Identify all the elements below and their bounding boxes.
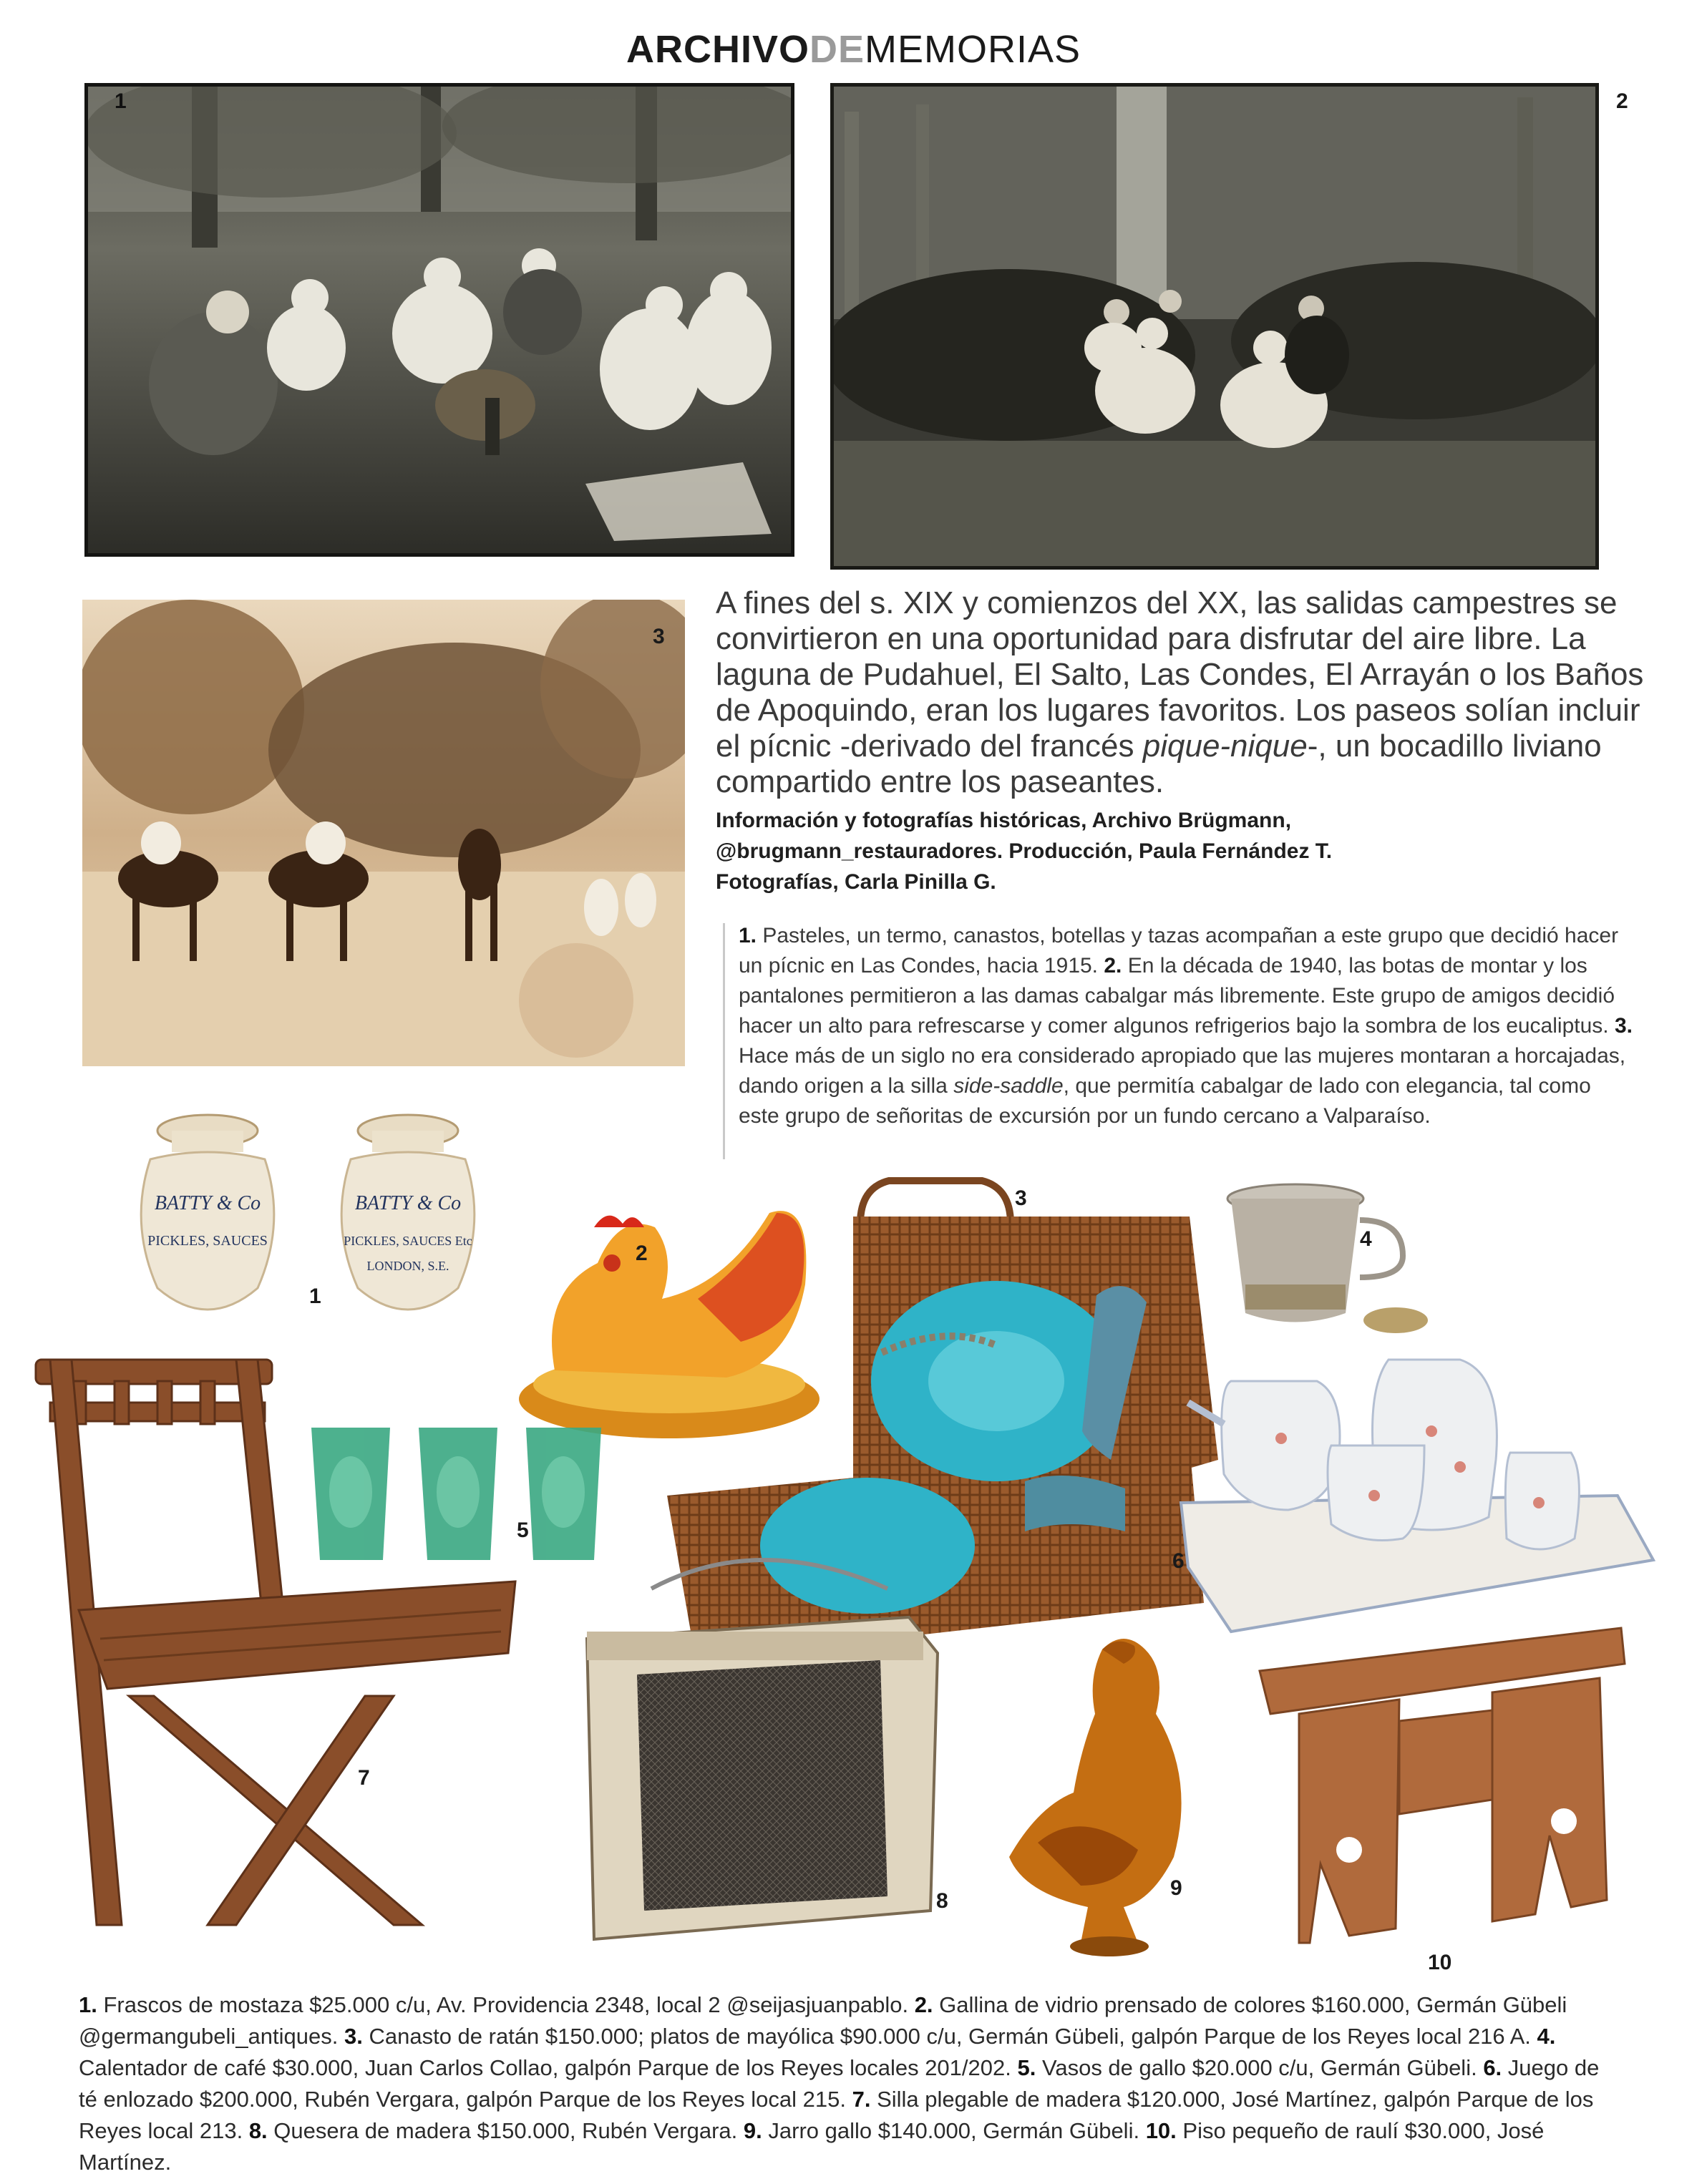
jar-label-left: BATTY & Co — [154, 1192, 261, 1214]
enamel-tea-set — [1174, 1317, 1660, 1632]
object-number-4: 4 — [1360, 1227, 1372, 1251]
object-number-2: 2 — [636, 1242, 648, 1265]
object-number-8: 8 — [936, 1889, 948, 1913]
jar-city-right: LONDON, S.E. — [366, 1259, 449, 1273]
jar-sub-right: PICKLES, SAUCES Etc — [344, 1234, 472, 1248]
intro-paragraph: A fines del s. XIX y comienzos del XX, las salidas campestres se convirtieron en una oportunidad para disfrutar del aire libre. La laguna de Pudahuel, El Salto, Las Condes, El Arrayán o los Baños de Apoquindo, eran los lugares favoritos. Los paseos solían incluir el pícnic -derivado del francés pique-nique-, un bocadillo liviano compartido entre los paseantes. — [716, 585, 1644, 799]
object-number-9: 9 — [1170, 1876, 1182, 1900]
masthead-de: DE — [809, 28, 865, 71]
photo-number-2: 2 — [1616, 89, 1628, 113]
photo-captions: 1. Pasteles, un termo, canastos, botellas y tazas acompañan a este grupo que decidió hacer un pícnic en Las Condes, hacia 1915. 2. En la década de 1940, las botas de montar y los pantalones permitieron a las damas cabalgar más libremente. Este grupo de amigos decidió hacer un alto para refrescarse y comer algunos refrigerios bajo la sombra de los eucaliptus. 3. Hace más de un siglo no era considerado apropiado que las mujeres montaran a horcajadas, dando origen a la silla side-saddle, que permitía cabalgar de lado con elegancia, tal como este grupo de señoritas de excursión por un fundo cercano a Valparaíso. — [739, 924, 1633, 1128]
historic-photo-1 — [84, 83, 794, 557]
rooster-jug — [995, 1621, 1224, 1957]
intro-italic: pique-nique — [1142, 728, 1308, 764]
jar-label-right: BATTY & Co — [354, 1192, 462, 1214]
cheese-keeper — [573, 1539, 938, 1939]
photo-number-1: 1 — [115, 89, 127, 113]
mustard-jar-left — [141, 1115, 274, 1310]
mustard-jars — [107, 1102, 508, 1338]
wooden-stool — [1256, 1607, 1628, 1964]
credits-line-3: Fotografías, Carla Pinilla G. — [716, 870, 996, 894]
folding-chair — [21, 1338, 537, 1939]
photo-number-3: 3 — [653, 625, 665, 648]
object-number-1: 1 — [309, 1284, 321, 1308]
object-number-10: 10 — [1428, 1951, 1452, 1974]
captions-rule — [723, 923, 725, 1159]
jar-sub-left: PICKLES, SAUCES — [147, 1233, 268, 1249]
historic-photo-2 — [830, 83, 1599, 570]
masthead — [0, 27, 1707, 72]
historic-photo-3 — [82, 600, 685, 1066]
masthead-memorias: MEMORIAS — [865, 28, 1081, 71]
object-number-7: 7 — [358, 1766, 370, 1790]
object-number-3: 3 — [1015, 1186, 1027, 1210]
credits — [716, 805, 1503, 897]
masthead-archivo: ARCHIVO — [626, 28, 809, 71]
credits-line-2: @brugmann_restauradores. Producción, Paula Fernández T. — [716, 839, 1333, 863]
object-number-5: 5 — [517, 1518, 529, 1542]
credits-line-1: Información y fotografías históricas, Archivo Brügmann, — [716, 809, 1292, 832]
mustard-jar-right — [341, 1115, 475, 1310]
object-number-6: 6 — [1172, 1549, 1185, 1573]
items-list: 1. Frascos de mostaza $25.000 c/u, Av. Providencia 2348, local 2 @seijasjuanpablo. 2. Gallina de vidrio prensado de colores $160.000, Germán Gübeli @germangubeli_antiques. 3. Canasto de ratán $150.000; platos de mayólica $90.000 c/u, Germán Gübeli, galpón Parque de los Reyes local 216 A. 4. Calentador de café $30.000, Juan Carlos Collao, galpón Parque de los Reyes locales 201/202. 5. Vasos de gallo $20.000 c/u, Germán Gübeli. 6. Juego de té enlozado $200.000, Rubén Vergara, galpón Parque de los Reyes local 215. 7. Silla plegable de madera $120.000, José Martínez, galpón Parque de los Reyes local 213. 8. Quesera de madera $150.000, Rubén Vergara. 9. Jarro gallo $140.000, Germán Gübeli. 10. Piso pequeño de raulí $30.000, José Martínez. — [79, 1992, 1600, 2175]
